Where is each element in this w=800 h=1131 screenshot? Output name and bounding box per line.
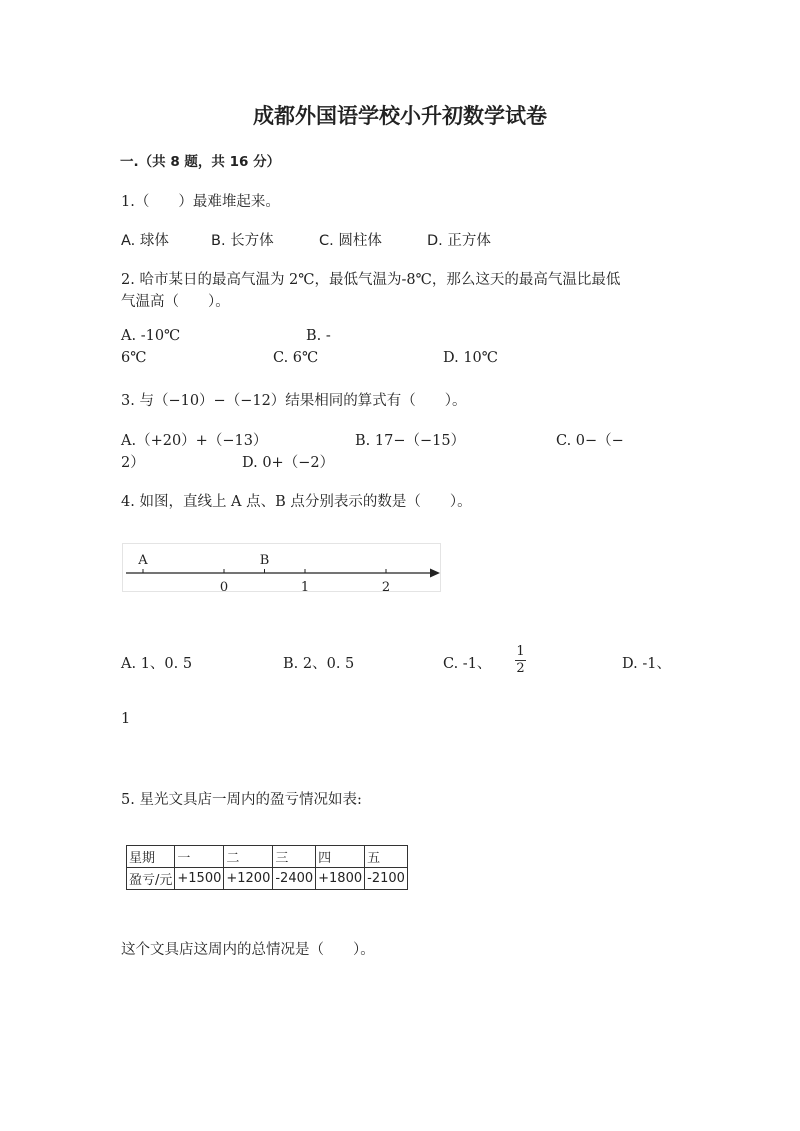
table-header-row xyxy=(127,846,408,868)
q1-option-d[interactable]: D. 正方体 xyxy=(427,233,491,249)
q2-option-c[interactable]: C. 6℃ xyxy=(273,350,319,366)
q4-option-d-cont: 1 xyxy=(121,711,131,727)
question-2-stem-line1: 2. 哈市某日的最高气温为 2℃，最低气温为-8℃，那么这天的最高气温比最低 xyxy=(121,272,621,288)
question-4-stem: 4. 如图，直线上 A 点、B 点分别表示的数是（ ）。 xyxy=(121,494,472,510)
table-cell: -2400 xyxy=(273,868,316,890)
table-row xyxy=(127,868,408,890)
q4-option-c[interactable]: C. -1、 xyxy=(443,656,492,672)
q4-option-b[interactable]: B. 2、0. 5 xyxy=(283,656,355,672)
question-3-stem: 3. 与（−10）−（−12）结果相同的算式有（ ）。 xyxy=(121,393,467,409)
q3-option-b[interactable]: B. 17−（−15） xyxy=(355,433,466,449)
q1-option-a[interactable]: A. 球体 xyxy=(121,233,169,249)
question-5-stem: 5. 星光文具店一周内的盈亏情况如表: xyxy=(121,792,362,808)
question-1-stem: 1.（ ）最难堆起来。 xyxy=(121,194,280,210)
question-5-question: 这个文具店这周内的总情况是（ ）。 xyxy=(121,942,375,958)
table-cell: +1800 xyxy=(316,868,365,890)
q1-option-b[interactable]: B. 长方体 xyxy=(211,233,274,249)
q3-option-c[interactable]: C. 0−（− xyxy=(556,433,624,449)
q2-option-b-cont: 6℃ xyxy=(121,350,147,366)
question-2-stem-line2: 气温高（ ）。 xyxy=(121,294,230,310)
point-a-label: A xyxy=(138,553,148,568)
q4-option-a[interactable]: A. 1、0. 5 xyxy=(121,656,193,672)
table-cell: -2100 xyxy=(365,868,408,890)
section-heading: 一.（共 8 题，共 16 分） xyxy=(120,154,281,170)
number-line-tick-label: 1 xyxy=(300,580,310,593)
q3-option-a[interactable]: A.（+20）+（−13） xyxy=(121,433,268,449)
fraction-numerator: 1 xyxy=(516,644,525,659)
page-title: 成都外国语学校小升初数学试卷 xyxy=(253,104,547,128)
q3-option-c-cont: 2） xyxy=(121,455,145,471)
table-cell: 四 xyxy=(316,846,365,868)
number-line-tick-label: 0 xyxy=(219,580,229,593)
figure-frame xyxy=(123,544,441,592)
q2-option-b[interactable]: B. - xyxy=(306,328,331,344)
table-cell: 盈亏/元 xyxy=(127,868,175,890)
fraction-denominator: 2 xyxy=(516,661,525,676)
table-cell: 五 xyxy=(365,846,408,868)
table-cell: 二 xyxy=(224,846,273,868)
number-line-figure xyxy=(122,543,442,593)
table-cell: +1200 xyxy=(224,868,273,890)
point-b-label: B xyxy=(259,553,270,568)
q2-option-d[interactable]: D. 10℃ xyxy=(443,350,498,366)
table-cell: +1500 xyxy=(175,868,224,890)
profit-loss-table xyxy=(126,845,408,890)
number-line-tick-label: 2 xyxy=(381,580,391,593)
table-cell: 一 xyxy=(175,846,224,868)
q3-option-d[interactable]: D. 0+（−2） xyxy=(242,455,335,471)
table-cell: 星期 xyxy=(127,846,175,868)
arrow-right-icon xyxy=(430,569,440,578)
table-cell: 三 xyxy=(273,846,316,868)
q2-option-a[interactable]: A. -10℃ xyxy=(121,328,181,344)
q4-option-c-fraction xyxy=(515,645,526,676)
q4-option-d[interactable]: D. -1、 xyxy=(622,656,671,672)
q1-option-c[interactable]: C. 圆柱体 xyxy=(319,233,382,249)
